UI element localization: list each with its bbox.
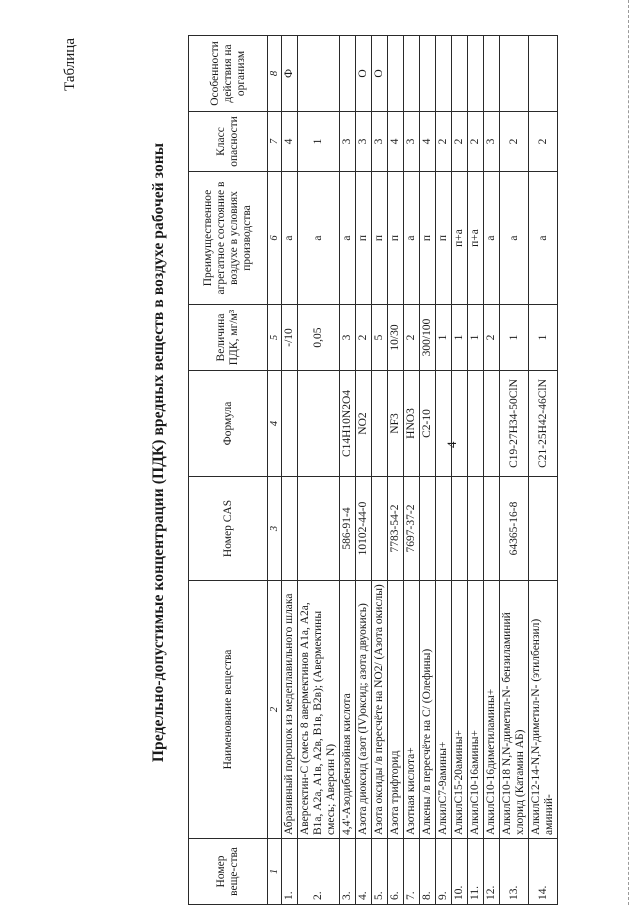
substance-name: 4,4'-Азодибензойная кислота — [340, 581, 356, 839]
row-number: 4. — [356, 839, 372, 905]
effect-feature — [420, 36, 436, 112]
row-number: 10. — [452, 839, 468, 905]
hazard-class: 4 — [420, 112, 436, 172]
effect-feature — [484, 36, 500, 112]
cas-number — [529, 477, 558, 581]
cas-number — [282, 477, 298, 581]
substance-name: АлкилС12-14-N,N-диметил-N- (этилбензил) аминий- — [529, 581, 558, 839]
header-cell: Преимущественное агрегатное состояние в воздухе в условиях производства — [189, 172, 268, 305]
formula: C2-10 — [420, 371, 436, 477]
row-number: 9. — [436, 839, 452, 905]
aggregate-state: а — [500, 172, 529, 305]
cas-number: 7783-54-2 — [388, 477, 404, 581]
cas-number — [468, 477, 484, 581]
pdk-value: 3 — [340, 305, 356, 371]
row-number: 11. — [468, 839, 484, 905]
row-number: 12. — [484, 839, 500, 905]
formula: C19-27H34-50ClN — [500, 371, 529, 477]
cas-number: 586-91-4 — [340, 477, 356, 581]
pdk-value: 1 — [436, 305, 452, 371]
column-number: 7 — [268, 112, 282, 172]
table-row — [388, 36, 404, 905]
row-number: 5. — [372, 839, 388, 905]
row-number: 2. — [298, 839, 340, 905]
row-number: 7. — [404, 839, 420, 905]
substance-name: Азота диоксид (азот (IV)оксид; азота двуокись) — [356, 581, 372, 839]
table-row — [372, 36, 388, 905]
table-row — [282, 36, 298, 905]
header-cell: Номер веще-ства — [189, 839, 268, 905]
cas-number — [372, 477, 388, 581]
column-number: 6 — [268, 172, 282, 305]
pdk-value: 2 — [484, 305, 500, 371]
hazard-class: 4 — [388, 112, 404, 172]
aggregate-state: п — [420, 172, 436, 305]
cas-number — [452, 477, 468, 581]
table-row — [468, 36, 484, 905]
substance-name: Азота трифторид — [388, 581, 404, 839]
formula — [452, 371, 468, 477]
cas-number: 64365-16-8 — [500, 477, 529, 581]
pdk-value: 300/100 — [420, 305, 436, 371]
row-number: 1. — [282, 839, 298, 905]
header-cell: Величина ПДК, мг/м³ — [189, 305, 268, 371]
pdk-value: 2 — [404, 305, 420, 371]
hazard-class: 2 — [452, 112, 468, 172]
pdk-value: 10/30 — [388, 305, 404, 371]
header-cell: Класс опасности — [189, 112, 268, 172]
aggregate-state: а — [282, 172, 298, 305]
substance-name: Азотная кислота+ — [404, 581, 420, 839]
pdk-value: 1 — [500, 305, 529, 371]
aggregate-state: п+а — [468, 172, 484, 305]
formula — [372, 371, 388, 477]
table-row — [436, 36, 452, 905]
aggregate-state: а — [529, 172, 558, 305]
row-number: 8. — [420, 839, 436, 905]
formula: NO2 — [356, 371, 372, 477]
page-bottom-edge — [628, 0, 629, 905]
cas-number: 10102-44-0 — [356, 477, 372, 581]
substance-name: Абразивный порошок из медеплавильного шлака — [282, 581, 298, 839]
hazard-class: 4 — [282, 112, 298, 172]
hazard-class: 1 — [298, 112, 340, 172]
table-row — [420, 36, 436, 905]
table-row — [340, 36, 356, 905]
formula: NF3 — [388, 371, 404, 477]
pdk-value: 0,05 — [298, 305, 340, 371]
column-number-row — [268, 36, 282, 905]
page-number: 4 — [444, 441, 459, 448]
effect-feature — [468, 36, 484, 112]
pdk-value: 1 — [468, 305, 484, 371]
aggregate-state: п — [356, 172, 372, 305]
pdk-value: 1 — [452, 305, 468, 371]
header-cell: Особенности действия на организм — [189, 36, 268, 112]
formula — [298, 371, 340, 477]
aggregate-state: п — [436, 172, 452, 305]
substance-name: Аверсектин-С (смесь 8 авермектинов А1а, А2а, В1а, А2а, А1в, А2в, В1в, В2в); (Авермектины смесь; Аверсин N) — [298, 581, 340, 839]
substance-name: АлкилС7-9амины+ — [436, 581, 452, 839]
substance-name: Алкены /в пересчёте на С/ (Олефины) — [420, 581, 436, 839]
effect-feature — [452, 36, 468, 112]
substance-name: АлкилС10-16диметиламины+ — [484, 581, 500, 839]
header-cell: Наименование вещества — [189, 581, 268, 839]
hazard-class: 3 — [356, 112, 372, 172]
effect-feature — [340, 36, 356, 112]
table-row — [484, 36, 500, 905]
hazard-class: 2 — [529, 112, 558, 172]
pdk-value: 2 — [356, 305, 372, 371]
formula: C14H10N2O4 — [340, 371, 356, 477]
aggregate-state: п — [388, 172, 404, 305]
row-number: 6. — [388, 839, 404, 905]
column-number: 1 — [268, 839, 282, 905]
effect-feature — [298, 36, 340, 112]
pdk-value: -/10 — [282, 305, 298, 371]
column-number: 2 — [268, 581, 282, 839]
pdk-value: 1 — [529, 305, 558, 371]
table-caption-word: Таблица — [62, 38, 78, 91]
column-number: 4 — [268, 371, 282, 477]
row-number: 14. — [529, 839, 558, 905]
substance-name: АлкилС10-16амины+ — [468, 581, 484, 839]
formula — [468, 371, 484, 477]
header-cell: Формула — [189, 371, 268, 477]
pdk-value: 5 — [372, 305, 388, 371]
hazard-class: 2 — [468, 112, 484, 172]
effect-feature: О — [356, 36, 372, 112]
cas-number — [298, 477, 340, 581]
formula — [282, 371, 298, 477]
pdk-table — [188, 35, 558, 905]
header-row — [189, 36, 268, 905]
aggregate-state: а — [404, 172, 420, 305]
substance-name: АлкилС15-20амины+ — [452, 581, 468, 839]
hazard-class: 3 — [404, 112, 420, 172]
substance-name: АлкилС10-18 N,N-диметил-N- бензиламиний хлорид (Катамин АБ) — [500, 581, 529, 839]
aggregate-state: а — [340, 172, 356, 305]
row-number: 3. — [340, 839, 356, 905]
aggregate-state: п+а — [452, 172, 468, 305]
table-row — [452, 36, 468, 905]
effect-feature — [436, 36, 452, 112]
hazard-class: 2 — [436, 112, 452, 172]
hazard-class: 2 — [500, 112, 529, 172]
aggregate-state: п — [372, 172, 388, 305]
table-row — [298, 36, 340, 905]
effect-feature — [404, 36, 420, 112]
aggregate-state: а — [298, 172, 340, 305]
row-number: 13. — [500, 839, 529, 905]
formula: C21-25H42-46ClN — [529, 371, 558, 477]
hazard-class: 3 — [340, 112, 356, 172]
substance-name: Азота оксиды /в пересчёте на NO2/ (Азота окислы) — [372, 581, 388, 839]
effect-feature — [388, 36, 404, 112]
cas-number: 7697-37-2 — [404, 477, 420, 581]
document-title: Предельно-допустимые концентрации (ПДК) вредных веществ в воздухе рабочей зоны — [150, 142, 167, 763]
table-row — [500, 36, 529, 905]
effect-feature: Ф — [282, 36, 298, 112]
table-row — [404, 36, 420, 905]
column-number: 8 — [268, 36, 282, 112]
cas-number — [484, 477, 500, 581]
effect-feature — [500, 36, 529, 112]
effect-feature — [529, 36, 558, 112]
hazard-class: 3 — [484, 112, 500, 172]
formula: HNO3 — [404, 371, 420, 477]
formula — [484, 371, 500, 477]
cas-number — [420, 477, 436, 581]
column-number: 5 — [268, 305, 282, 371]
formula — [436, 371, 452, 477]
column-number: 3 — [268, 477, 282, 581]
table-row — [529, 36, 558, 905]
aggregate-state: а — [484, 172, 500, 305]
hazard-class: 3 — [372, 112, 388, 172]
effect-feature: О — [372, 36, 388, 112]
header-cell: Номер CAS — [189, 477, 268, 581]
table-row — [356, 36, 372, 905]
cas-number — [436, 477, 452, 581]
